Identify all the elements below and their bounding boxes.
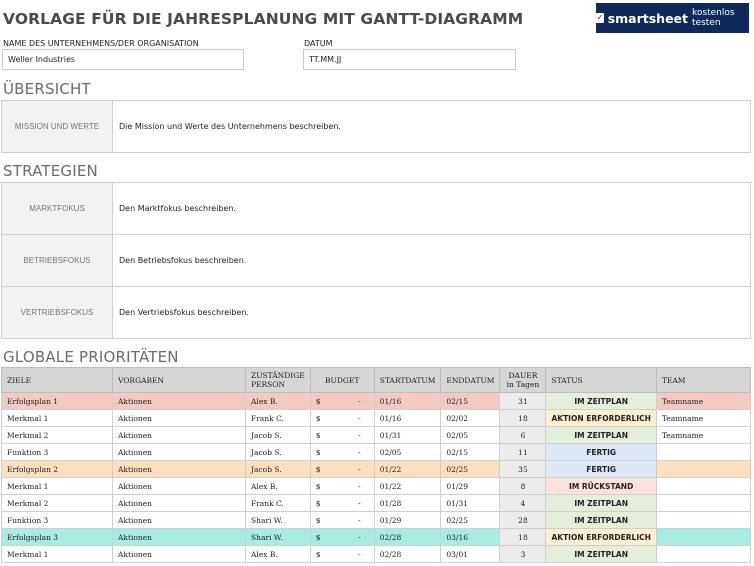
priorities-table [1,367,751,563]
cell-dauer[interactable]: 28 [500,512,546,529]
cell-end[interactable]: 03/16 [441,529,500,546]
date-field[interactable]: TT.MM.JJ [303,49,516,70]
cell-team[interactable] [656,461,750,478]
cell-vorgabe[interactable]: Aktionen [113,461,246,478]
cell-team[interactable] [656,529,750,546]
cell-dauer[interactable]: 11 [500,444,546,461]
cell-start[interactable]: 02/05 [374,444,441,461]
col-team: TEAM [656,368,750,393]
cell-dauer[interactable]: 4 [500,495,546,512]
table-row[interactable] [2,393,751,410]
cell-dauer[interactable]: 18 [500,410,546,427]
cell-team[interactable] [656,444,750,461]
col-vorgaben: VORGABEN [113,368,246,393]
cell-budget[interactable] [310,461,374,478]
cell-start[interactable]: 01/16 [374,410,441,427]
budget-amount: - [358,396,361,406]
cell-ziel[interactable]: Erfolgsplan 1 [2,393,113,410]
cell-person[interactable]: Jacob S. [246,427,311,444]
col-start: STARTDATUM [374,368,441,393]
status-badge[interactable]: IM RÜCKSTAND [546,478,656,495]
cell-end[interactable]: 02/25 [441,512,500,529]
strategy-key: BETRIEBSFOKUS [2,235,113,287]
cell-start[interactable]: 01/28 [374,495,441,512]
cell-vorgabe[interactable]: Aktionen [113,393,246,410]
cell-start[interactable]: 02/28 [374,546,441,563]
budget-currency: $ [315,413,321,423]
col-end: ENDDATUM [441,368,500,393]
cell-start[interactable]: 01/22 [374,461,441,478]
strategies-heading: STRATEGIEN [3,162,98,180]
cell-person[interactable]: Alex B. [246,478,311,495]
cell-ziel[interactable]: Funktion 3 [2,512,113,529]
status-badge[interactable]: IM ZEITPLAN [546,546,656,563]
table-row[interactable] [2,461,751,478]
cell-vorgabe[interactable]: Aktionen [113,444,246,461]
cell-ziel[interactable]: Merkmal 1 [2,478,113,495]
mission-value[interactable]: Die Mission und Werte des Unternehmens beschreiben. [113,101,751,153]
smartsheet-trial-button[interactable] [596,3,749,33]
cell-end[interactable]: 02/25 [441,461,500,478]
cell-team[interactable]: Teamname [656,393,750,410]
budget-currency: $ [315,464,321,474]
status-badge[interactable]: IM ZEITPLAN [546,512,656,529]
budget-currency: $ [315,481,321,491]
status-badge[interactable]: AKTION ERFORDERLICH [546,410,656,427]
cell-dauer[interactable]: 31 [500,393,546,410]
cell-dauer[interactable]: 18 [500,529,546,546]
cell-ziel[interactable]: Erfolgsplan 3 [2,529,113,546]
budget-currency: $ [315,498,321,508]
cell-vorgabe[interactable]: Aktionen [113,427,246,444]
cell-dauer[interactable]: 6 [500,427,546,444]
cell-start[interactable]: 01/22 [374,478,441,495]
cell-ziel[interactable]: Erfolgsplan 2 [2,461,113,478]
strategy-value[interactable]: Den Vertriebsfokus beschreiben. [113,287,751,339]
table-row[interactable] [2,495,751,512]
cell-budget[interactable] [310,529,374,546]
budget-amount: - [358,549,361,559]
budget-amount: - [358,481,361,491]
table-row[interactable] [2,410,751,427]
org-name-field[interactable]: Weller Industries [2,49,244,70]
cell-budget[interactable] [310,410,374,427]
cell-vorgabe[interactable]: Aktionen [113,529,246,546]
status-badge[interactable]: IM ZEITPLAN [546,427,656,444]
cell-vorgabe[interactable]: Aktionen [113,495,246,512]
cell-start[interactable]: 01/16 [374,393,441,410]
strategies-table [1,182,751,339]
cell-end[interactable]: 02/02 [441,410,500,427]
col-dauer: DAUER in Tagen [500,368,546,393]
cell-ziel[interactable]: Merkmal 2 [2,495,113,512]
cell-ziel[interactable]: Merkmal 1 [2,546,113,563]
cell-team[interactable] [656,495,750,512]
budget-currency: $ [315,396,321,406]
budget-currency: $ [315,549,321,559]
cell-person[interactable]: Alex B. [246,546,311,563]
status-badge[interactable]: FERTIG [546,444,656,461]
strategy-key: VERTRIEBSFOKUS [2,287,113,339]
cell-person[interactable]: Jacob S. [246,444,311,461]
cell-team[interactable] [656,478,750,495]
cell-team[interactable] [656,512,750,529]
cell-budget[interactable] [310,427,374,444]
table-row[interactable] [2,546,751,563]
cell-person[interactable]: Frank C. [246,495,311,512]
cell-end[interactable]: 03/01 [441,546,500,563]
table-row[interactable] [2,512,751,529]
org-label: NAME DES UNTERNEHMENS/DER ORGANISATION [3,39,199,48]
budget-amount: - [358,430,361,440]
table-row[interactable] [2,478,751,495]
brand-name: smartsheet [607,10,689,26]
cell-end[interactable]: 02/15 [441,393,500,410]
status-badge[interactable]: FERTIG [546,461,656,478]
table-row[interactable] [2,529,751,546]
budget-currency: $ [315,430,321,440]
priorities-heading: GLOBALE PRIORITÄTEN [3,348,179,366]
overview-heading: ÜBERSICHT [3,80,91,98]
cell-end[interactable]: 01/29 [441,478,500,495]
col-ziele: ZIELE [2,368,113,393]
cell-start[interactable]: 01/31 [374,427,441,444]
cell-vorgabe[interactable]: Aktionen [113,546,246,563]
cell-team[interactable]: Teamname [656,410,750,427]
cell-dauer[interactable]: 3 [500,546,546,563]
cell-ziel[interactable]: Merkmal 2 [2,427,113,444]
table-row[interactable] [2,444,751,461]
budget-currency: $ [315,447,321,457]
status-badge[interactable]: IM ZEITPLAN [546,393,656,410]
table-row[interactable] [2,427,751,444]
strategy-value[interactable]: Den Betriebsfokus beschreiben. [113,235,751,287]
overview-table [1,100,751,153]
cell-budget[interactable] [310,393,374,410]
cell-budget[interactable] [310,495,374,512]
cell-dauer[interactable]: 8 [500,478,546,495]
cell-team[interactable]: Teamname [656,427,750,444]
cell-person[interactable]: Shari W. [246,529,311,546]
budget-amount: - [358,447,361,457]
cell-person[interactable]: Frank C. [246,410,311,427]
cell-budget[interactable] [310,512,374,529]
cell-end[interactable]: 02/05 [441,427,500,444]
cell-ziel[interactable]: Funktion 3 [2,444,113,461]
cell-person[interactable]: Jacob S. [246,461,311,478]
brand-cta: kostenlos testen [692,8,735,28]
cell-start[interactable]: 02/28 [374,529,441,546]
cell-budget[interactable] [310,546,374,563]
cell-end[interactable]: 01/31 [441,495,500,512]
strategy-key: MARKTFOKUS [2,183,113,235]
cell-team[interactable] [656,546,750,563]
status-badge[interactable]: AKTION ERFORDERLICH [546,529,656,546]
col-person: ZUSTÄNDIGE PERSON [246,368,311,393]
cell-vorgabe[interactable]: Aktionen [113,410,246,427]
cell-start[interactable]: 01/29 [374,512,441,529]
cell-person[interactable]: Alex B. [246,393,311,410]
cell-ziel[interactable]: Merkmal 1 [2,410,113,427]
budget-amount: - [358,515,361,525]
cell-vorgabe[interactable]: Aktionen [113,512,246,529]
cell-person[interactable]: Shari W. [246,512,311,529]
date-label: DATUM [304,39,333,48]
budget-currency: $ [315,515,321,525]
status-badge[interactable]: IM ZEITPLAN [546,495,656,512]
cell-dauer[interactable]: 35 [500,461,546,478]
cell-budget[interactable] [310,444,374,461]
col-status: STATUS [546,368,656,393]
smartsheet-logo-icon: ✓ [596,13,604,22]
budget-amount: - [358,498,361,508]
cell-vorgabe[interactable]: Aktionen [113,478,246,495]
budget-currency: $ [315,532,321,542]
page-title: VORLAGE FÜR DIE JAHRESPLANUNG MIT GANTT-DIAGRAMM [3,10,524,28]
col-budget: BUDGET [310,368,374,393]
strategy-value[interactable]: Den Marktfokus beschreiben. [113,183,751,235]
budget-amount: - [358,532,361,542]
cell-budget[interactable] [310,478,374,495]
budget-amount: - [358,413,361,423]
cell-end[interactable]: 02/15 [441,444,500,461]
budget-amount: - [358,464,361,474]
mission-key: MISSION UND WERTE [2,101,113,153]
